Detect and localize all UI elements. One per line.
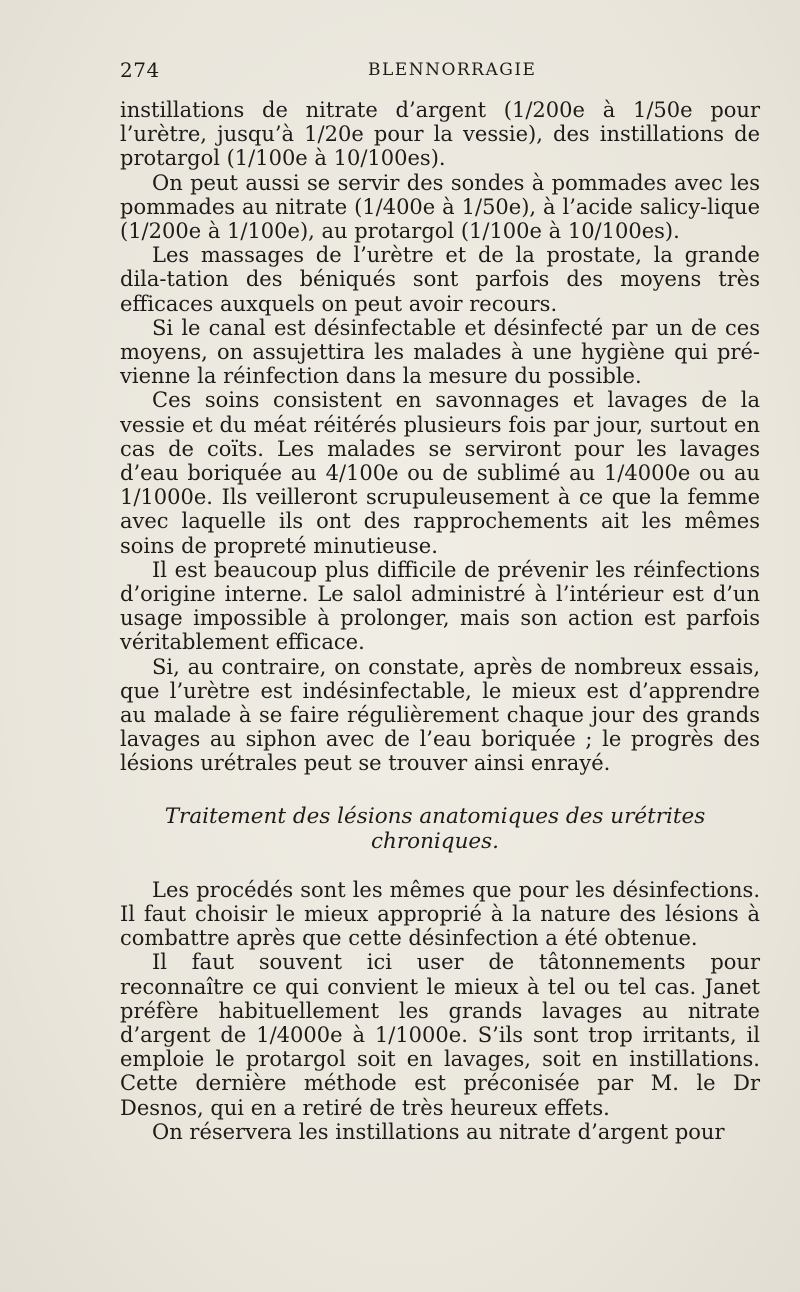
- paragraph: Si le canal est désinfectable et désinfecté par un de ces moyens, on assujettira les malades à une hygiène qui pré-vienne la réinfection dans la mesure du possible.: [120, 315, 760, 389]
- running-title: BLENNORRAGIE: [368, 60, 537, 80]
- page-header: [120, 58, 760, 88]
- paragraph: Il faut souvent ici user de tâtonnements pour reconnaître ce qui convient le mieux à tel ou tel cas. Janet préfère habituellement les grands lavages au nitrate d’argent de 1/4000e à 1/1000e. S’ils sont trop irritants, il emploie le protargol soit en lavages, soit en instillations. Cette dernière méthode est préconisée par M. le Dr Desnos, qui en a retiré de très heureux effets.: [120, 950, 760, 1120]
- paragraph: Les massages de l’urètre et de la prostate, la grande dila-tation des béniqués sont parfois des moyens très efficaces auxquels on peut avoir recours.: [120, 243, 760, 316]
- paragraph: On réservera les instillations au nitrate d’argent pour: [152, 1119, 725, 1144]
- paragraph: On peut aussi se servir des sondes à pommades avec les pommades au nitrate (1/400e à 1/50e), à l’acide salicy-lique (1/200e à 1/100e), au protargol (1/100e à 10/100es).: [120, 170, 760, 244]
- page-body: [120, 98, 760, 1144]
- section-heading: Traitement des lésions anatomiques des urétrites chroniques.: [164, 803, 706, 854]
- paragraph: Ces soins consistent en savonnages et lavages de la vessie et du méat réitérés plusieurs fois par jour, surtout en cas de coïts. Les malades se serviront pour les lavages d’eau boriquée au 4/100e ou de sublimé au 1/4000e ou au 1/1000e. Ils veilleront scrupuleusement à ce que la femme avec laquelle ils ont des rapprochements ait les mêmes soins de propreté minutieuse.: [120, 388, 760, 558]
- page-number: 274: [120, 58, 160, 82]
- paragraph: Les procédés sont les mêmes que pour les désinfections. Il faut choisir le mieux approprié à la nature des lésions à combattre après que cette désinfection a été obtenue.: [120, 877, 760, 951]
- paragraph: instillations de nitrate d’argent (1/200e à 1/50e pour l’urètre, jusqu’à 1/20e pour la vessie), des instillations de protargol (1/100e à 10/100es).: [120, 98, 760, 171]
- paragraph: Si, au contraire, on constate, après de nombreux essais, que l’urètre est indésinfectable, le mieux est d’apprendre au malade à se faire régulièrement chaque jour des grands lavages au siphon avec de l’eau boriquée ; le progrès des lésions urétrales peut se trouver ainsi enrayé.: [120, 654, 760, 776]
- paragraph: Il est beaucoup plus difficile de prévenir les réinfections d’origine interne. Le salol administré à l’intérieur est d’un usage impossible à prolonger, mais son action est parfois véritablement efficace.: [120, 557, 760, 655]
